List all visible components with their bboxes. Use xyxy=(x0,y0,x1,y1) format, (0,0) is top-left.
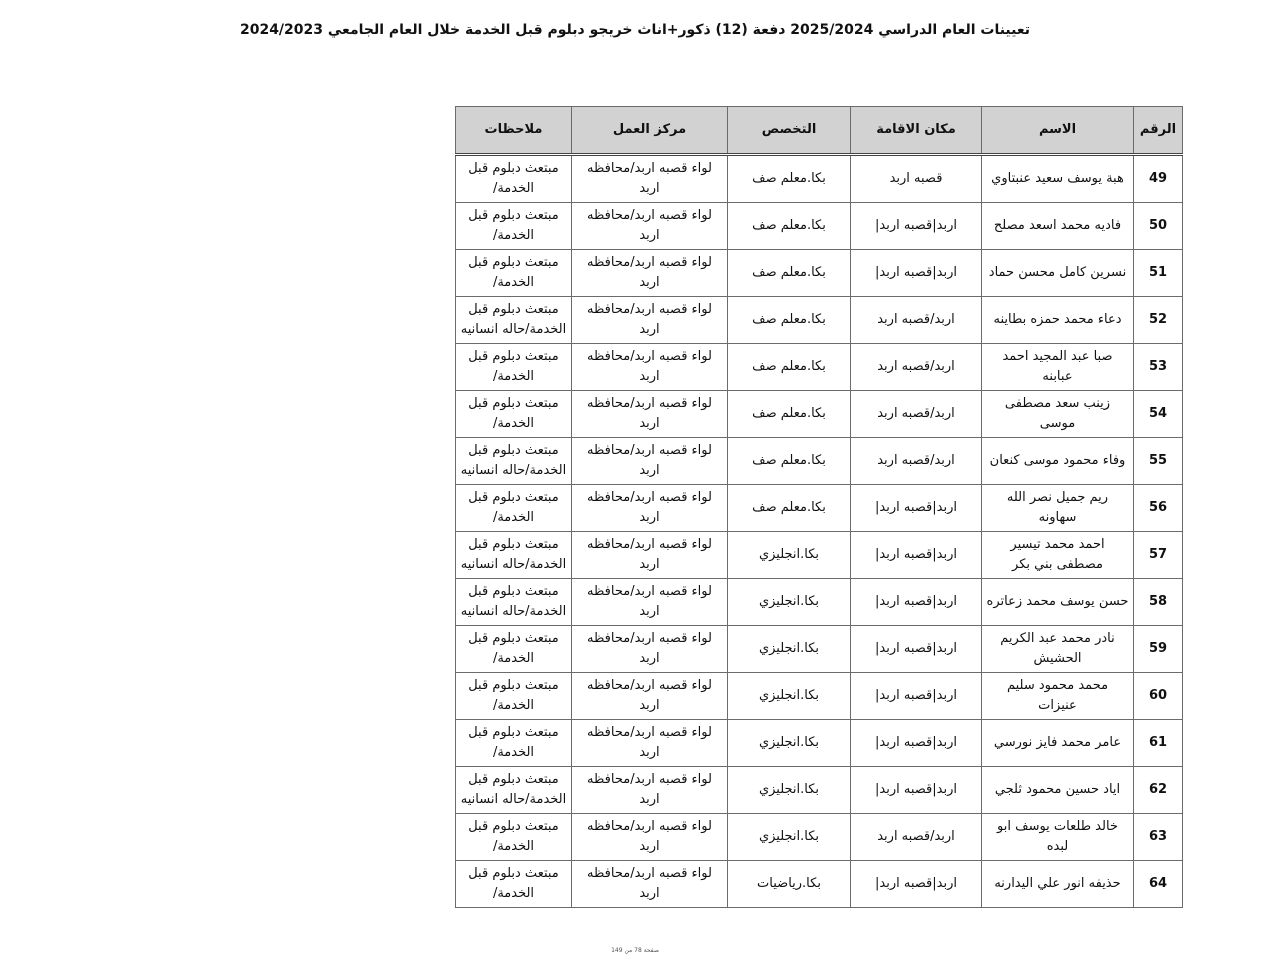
cell-notes: مبتعث دبلوم قبل الخدمة/حاله انسانيه xyxy=(456,438,572,485)
cell-specialization: بكا.معلم صف xyxy=(728,155,851,203)
cell-residence: اربد|قصبه اربد| xyxy=(851,579,982,626)
cell-workplace: لواء قصبه اربد/محافظه اربد xyxy=(572,250,728,297)
cell-notes: مبتعث دبلوم قبل الخدمة/ xyxy=(456,485,572,532)
table-row xyxy=(456,203,1183,250)
column-header-workplace: مركز العمل xyxy=(572,107,728,155)
cell-name: محمد محمود سليم عنيزات xyxy=(982,673,1134,720)
cell-number: 62 xyxy=(1134,767,1183,814)
cell-notes: مبتعث دبلوم قبل الخدمة/ xyxy=(456,250,572,297)
table-row xyxy=(456,626,1183,673)
cell-number: 55 xyxy=(1134,438,1183,485)
cell-name: خالد طلعات يوسف ابو لبده xyxy=(982,814,1134,861)
table-row xyxy=(456,720,1183,767)
cell-notes: مبتعث دبلوم قبل الخدمة/ xyxy=(456,814,572,861)
cell-notes: مبتعث دبلوم قبل الخدمة/ xyxy=(456,391,572,438)
cell-workplace: لواء قصبه اربد/محافظه اربد xyxy=(572,579,728,626)
cell-residence: اربد|قصبه اربد| xyxy=(851,673,982,720)
cell-name: زينب سعد مصطفى موسى xyxy=(982,391,1134,438)
table-row xyxy=(456,250,1183,297)
cell-name: حسن يوسف محمد زعاتره xyxy=(982,579,1134,626)
cell-workplace: لواء قصبه اربد/محافظه اربد xyxy=(572,438,728,485)
cell-residence: اربد|قصبه اربد| xyxy=(851,626,982,673)
cell-residence: اربد|قصبه اربد| xyxy=(851,767,982,814)
cell-workplace: لواء قصبه اربد/محافظه اربد xyxy=(572,767,728,814)
cell-number: 61 xyxy=(1134,720,1183,767)
cell-specialization: بكا.انجليزي xyxy=(728,673,851,720)
cell-number: 50 xyxy=(1134,203,1183,250)
table-row xyxy=(456,767,1183,814)
cell-notes: مبتعث دبلوم قبل الخدمة/ xyxy=(456,626,572,673)
column-header-number: الرقم xyxy=(1134,107,1183,155)
table-header xyxy=(456,107,1183,155)
cell-name: وفاء محمود موسى كنعان xyxy=(982,438,1134,485)
cell-workplace: لواء قصبه اربد/محافظه اربد xyxy=(572,720,728,767)
cell-specialization: بكا.انجليزي xyxy=(728,532,851,579)
table-row xyxy=(456,861,1183,908)
table-row xyxy=(456,297,1183,344)
cell-name: احمد محمد تيسير مصطفى بني بكر xyxy=(982,532,1134,579)
cell-notes: مبتعث دبلوم قبل الخدمة/ xyxy=(456,673,572,720)
cell-notes: مبتعث دبلوم قبل الخدمة/ xyxy=(456,861,572,908)
header-row xyxy=(456,107,1183,155)
cell-specialization: بكا.معلم صف xyxy=(728,344,851,391)
cell-name: هبة يوسف سعيد عنبتاوي xyxy=(982,155,1134,203)
cell-number: 57 xyxy=(1134,532,1183,579)
cell-residence: اربد/قصبه اربد xyxy=(851,391,982,438)
cell-name: نادر محمد عبد الكريم الحشيش xyxy=(982,626,1134,673)
cell-residence: اربد|قصبه اربد| xyxy=(851,532,982,579)
cell-number: 53 xyxy=(1134,344,1183,391)
cell-specialization: بكا.رياضيات xyxy=(728,861,851,908)
cell-name: فاديه محمد اسعد مصلح xyxy=(982,203,1134,250)
cell-residence: اربد|قصبه اربد| xyxy=(851,250,982,297)
table-body xyxy=(456,155,1183,908)
cell-residence: اربد|قصبه اربد| xyxy=(851,485,982,532)
cell-number: 63 xyxy=(1134,814,1183,861)
cell-residence: اربد/قصبه اربد xyxy=(851,438,982,485)
cell-specialization: بكا.انجليزي xyxy=(728,626,851,673)
cell-specialization: بكا.معلم صف xyxy=(728,203,851,250)
cell-name: دعاء محمد حمزه بطاينه xyxy=(982,297,1134,344)
cell-residence: اربد/قصبه اربد xyxy=(851,814,982,861)
cell-name: عامر محمد فايز نورسي xyxy=(982,720,1134,767)
cell-name: حذيفه انور علي اليدارنه xyxy=(982,861,1134,908)
cell-name: اياد حسين محمود ثلجي xyxy=(982,767,1134,814)
page-footer: صفحة 78 من 149 xyxy=(611,947,659,954)
cell-residence: اربد|قصبه اربد| xyxy=(851,720,982,767)
cell-notes: مبتعث دبلوم قبل الخدمة/ xyxy=(456,344,572,391)
cell-residence: اربد|قصبه اربد| xyxy=(851,861,982,908)
cell-notes: مبتعث دبلوم قبل الخدمة/حاله انسانيه xyxy=(456,297,572,344)
cell-specialization: بكا.معلم صف xyxy=(728,438,851,485)
cell-number: 60 xyxy=(1134,673,1183,720)
table-row xyxy=(456,485,1183,532)
cell-specialization: بكا.انجليزي xyxy=(728,579,851,626)
cell-notes: مبتعث دبلوم قبل الخدمة/حاله انسانيه xyxy=(456,532,572,579)
cell-specialization: بكا.انجليزي xyxy=(728,814,851,861)
cell-workplace: لواء قصبه اربد/محافظه اربد xyxy=(572,155,728,203)
table-row xyxy=(456,673,1183,720)
table-row xyxy=(456,532,1183,579)
cell-residence: اربد/قصبه اربد xyxy=(851,297,982,344)
cell-notes: مبتعث دبلوم قبل الخدمة/حاله انسانيه xyxy=(456,767,572,814)
cell-name: نسرين كامل محسن حماد xyxy=(982,250,1134,297)
cell-residence: اربد|قصبه اربد| xyxy=(851,203,982,250)
table-row xyxy=(456,438,1183,485)
column-header-specialization: التخصص xyxy=(728,107,851,155)
table-row xyxy=(456,155,1183,203)
cell-number: 49 xyxy=(1134,155,1183,203)
cell-number: 52 xyxy=(1134,297,1183,344)
cell-workplace: لواء قصبه اربد/محافظه اربد xyxy=(572,203,728,250)
cell-specialization: بكا.معلم صف xyxy=(728,485,851,532)
cell-number: 56 xyxy=(1134,485,1183,532)
table-row xyxy=(456,814,1183,861)
cell-workplace: لواء قصبه اربد/محافظه اربد xyxy=(572,532,728,579)
cell-specialization: بكا.معلم صف xyxy=(728,391,851,438)
column-header-name: الاسم xyxy=(982,107,1134,155)
cell-specialization: بكا.انجليزي xyxy=(728,767,851,814)
cell-number: 64 xyxy=(1134,861,1183,908)
cell-workplace: لواء قصبه اربد/محافظه اربد xyxy=(572,344,728,391)
cell-number: 58 xyxy=(1134,579,1183,626)
cell-number: 59 xyxy=(1134,626,1183,673)
cell-workplace: لواء قصبه اربد/محافظه اربد xyxy=(572,485,728,532)
cell-name: صبا عبد المجيد احمد عبابنه xyxy=(982,344,1134,391)
cell-workplace: لواء قصبه اربد/محافظه اربد xyxy=(572,626,728,673)
cell-specialization: بكا.انجليزي xyxy=(728,720,851,767)
cell-notes: مبتعث دبلوم قبل الخدمة/ xyxy=(456,203,572,250)
cell-notes: مبتعث دبلوم قبل الخدمة/ xyxy=(456,155,572,203)
cell-specialization: بكا.معلم صف xyxy=(728,297,851,344)
cell-workplace: لواء قصبه اربد/محافظه اربد xyxy=(572,861,728,908)
cell-number: 54 xyxy=(1134,391,1183,438)
table-row xyxy=(456,579,1183,626)
table-row xyxy=(456,344,1183,391)
cell-workplace: لواء قصبه اربد/محافظه اربد xyxy=(572,391,728,438)
page-title: تعيينات العام الدراسي 2025/2024 دفعة (12) ذكور+اناث خريجو دبلوم قبل الخدمة خلال العام الجامعي 2024/2023 xyxy=(239,22,1031,38)
cell-notes: مبتعث دبلوم قبل الخدمة/حاله انسانيه xyxy=(456,579,572,626)
cell-residence: قصبه اربد xyxy=(851,155,982,203)
cell-residence: اربد/قصبه اربد xyxy=(851,344,982,391)
cell-notes: مبتعث دبلوم قبل الخدمة/ xyxy=(456,720,572,767)
cell-specialization: بكا.معلم صف xyxy=(728,250,851,297)
cell-name: ريم جميل نصر الله سهاونه xyxy=(982,485,1134,532)
appointments-table xyxy=(455,106,1183,908)
column-header-notes: ملاحظات xyxy=(456,107,572,155)
cell-workplace: لواء قصبه اربد/محافظه اربد xyxy=(572,673,728,720)
cell-workplace: لواء قصبه اربد/محافظه اربد xyxy=(572,297,728,344)
cell-number: 51 xyxy=(1134,250,1183,297)
cell-workplace: لواء قصبه اربد/محافظه اربد xyxy=(572,814,728,861)
column-header-residence: مكان الاقامة xyxy=(851,107,982,155)
table-row xyxy=(456,391,1183,438)
